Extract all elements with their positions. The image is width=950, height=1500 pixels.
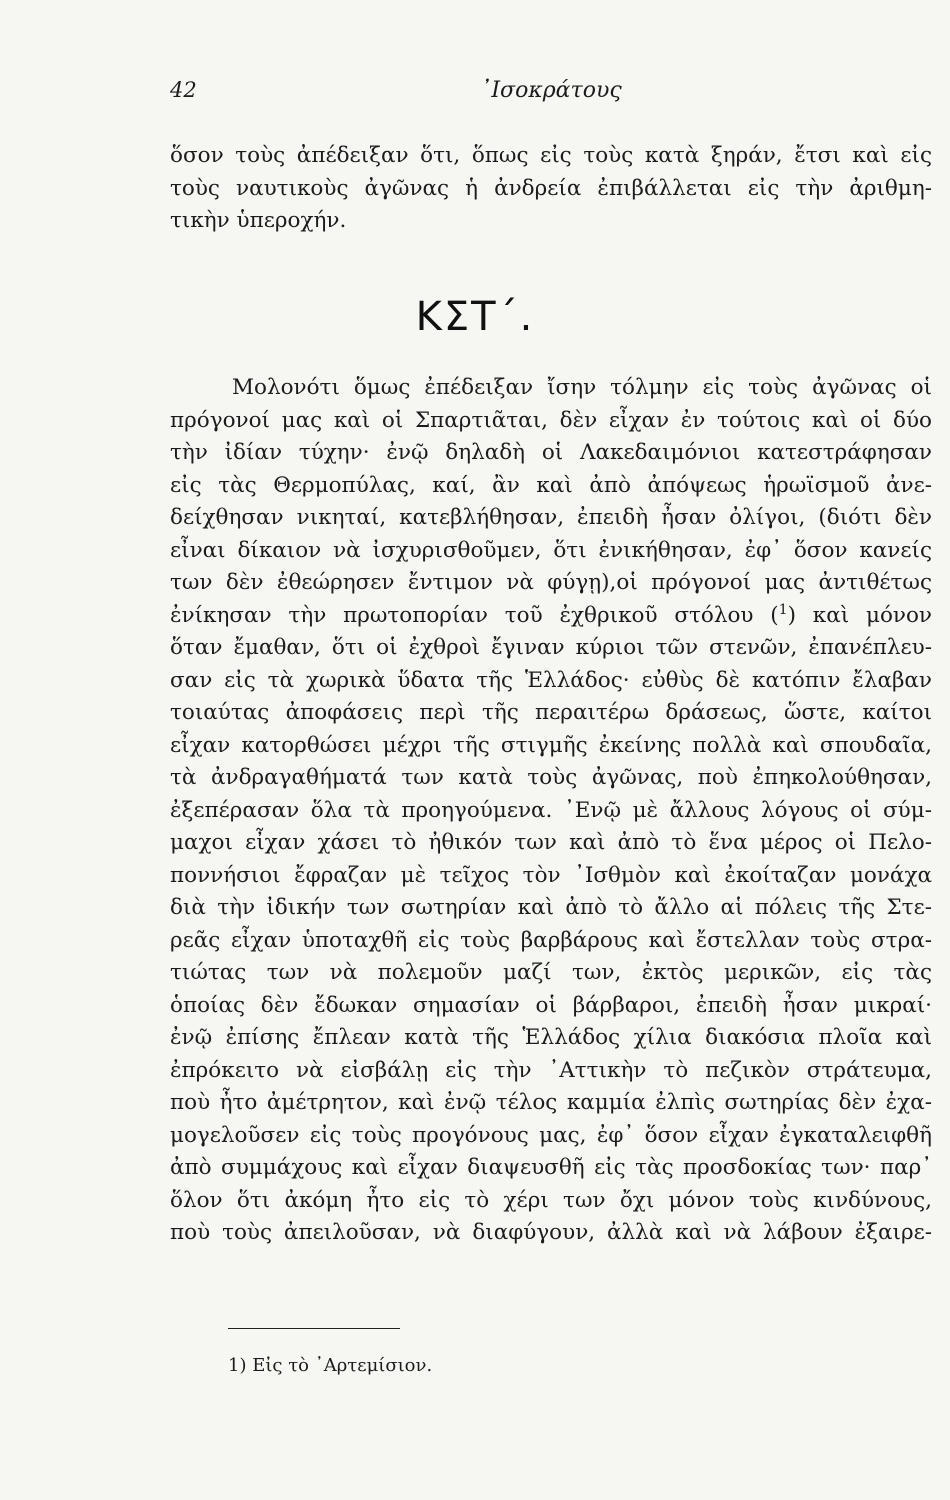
- text-line: εἰς τὰς Θερμοπύλας, καί, ἂν καὶ ἀπὸ ἀπόψεως ἡρωϊσμοῦ ἀνε-: [170, 472, 932, 498]
- text-line: Μολονότι ὅμως ἐπέδειξαν ἴσην τόλμην εἰς τοὺς ἀγῶνας οἱ: [232, 375, 932, 400]
- text-line: ἐνῷ ἐπίσης ἔπλεαν κατὰ τῆς Ἑλλάδος χίλια διακόσια πλοῖα καὶ: [170, 1025, 932, 1050]
- text-line: τοιαύτας ἀποφάσεις περὶ τῆς περαιτέρω δράσεως, ὥστε, καίτοι: [170, 700, 932, 725]
- text-line: δείχθησαν νικηταί, κατεβλήθησαν, ἐπειδὴ ἦσαν ὀλίγοι, (διότι δὲν: [170, 505, 932, 530]
- text-line: ποννήσιοι ἔφραζαν μὲ τεῖχος τὸν ᾿Ισθμὸν καὶ ἐκοίταζαν μονάχα: [170, 862, 932, 888]
- paragraph-main: [170, 372, 932, 1250]
- text-line: τὴν ἰδίαν τύχην· ἐνῷ δηλαδὴ οἱ Λακεδαιμόνιοι κατεστράφησαν: [170, 440, 932, 465]
- text-line: τικὴν ὑπεροχήν.: [170, 208, 347, 233]
- text-line: εἶναι δίκαιον νὰ ἰσχυρισθοῦμεν, ὅτι ἐνικήθησαν, ἐφ᾿ ὅσον κανείς: [170, 537, 932, 563]
- text-line: σαν εἰς τὰ χωρικὰ ὕδατα τῆς Ἑλλάδος· εὐθὺς δὲ κατόπιν ἔλαβαν: [170, 667, 932, 693]
- text-line: τὰ ἀνδραγαθήματά των κατὰ τοὺς ἀγῶνας, ποὺ ἐπηκολούθησαν,: [170, 765, 932, 790]
- text-line: ποὺ ἦτο ἀμέτρητον, καὶ ἐνῷ τέλος καμμία ἐλπὶς σωτηρίας δὲν ἐχα-: [170, 1090, 932, 1115]
- text-line: διὰ τὴν ἰδικήν των σωτηρίαν καὶ ἀπὸ τὸ ἄλλο αἱ πόλεις τῆς Στε-: [170, 895, 932, 920]
- text-line: ὅσον τοὺς ἀπέδειξαν ὅτι, ὅπως εἰς τοὺς κατὰ ξηράν, ἔτσι καὶ εἰς: [170, 143, 932, 168]
- text-line: μαχοι εἶχαν χάσει τὸ ἠθικόν των καὶ ἀπὸ τὸ ἕνα μέρος οἱ Πελο-: [170, 830, 932, 855]
- text-line: εἶχαν κατορθώσει μέχρι τῆς στιγμῆς ἐκείνης πολλὰ καὶ σπουδαῖα,: [170, 732, 932, 758]
- text-line: ρεᾶς εἶχαν ὑποταχθῆ εἰς τοὺς βαρβάρους καὶ ἔστελλαν τοὺς στρα-: [170, 927, 932, 953]
- text-line: ὁποίας δὲν ἔδωκαν σημασίαν οἱ βάρβαροι, ἐπειδὴ ἦσαν μικραί·: [170, 992, 932, 1018]
- text-line: τοὺς ναυτικοὺς ἀγῶνας ἡ ἀνδρεία ἐπιβάλλεται εἰς τὴν ἀριθμη-: [170, 175, 932, 201]
- text-line-with-footnote: [170, 600, 932, 633]
- text-line: ἐξεπέρασαν ὅλα τὰ προηγούμενα. ᾿Ενῷ μὲ ἄλλους λόγους οἱ σύμ-: [170, 797, 932, 823]
- page-header: [170, 78, 932, 108]
- paragraph-intro: [170, 140, 932, 238]
- text-line: ἐπρόκειτο νὰ εἰσβάλῃ εἰς τὴν ᾿Αττικὴν τὸ πεζικὸν στράτευμα,: [170, 1057, 932, 1083]
- text-line: ὅταν ἔμαθαν, ὅτι οἱ ἐχθροὶ ἔγιναν κύριοι τῶν στενῶν, ἐπανέπλευ-: [170, 635, 932, 660]
- text-line: ὅλον ὅτι ἀκόμη ἦτο εἰς τὸ χέρι των ὄχι μόνον τοὺς κινδύνους,: [170, 1187, 932, 1213]
- text-segment: ) καὶ μόνον: [787, 602, 933, 628]
- running-title: ᾿Ισοκράτους: [480, 78, 622, 103]
- footnote-marker: 1: [778, 601, 788, 618]
- page-number: 42: [170, 78, 197, 102]
- text-line: τιώτας των νὰ πολεμοῦν μαζί των, ἐκτὸς μερικῶν, εἰς τὰς: [170, 960, 932, 985]
- section-heading: ΚΣΤ΄.: [415, 294, 535, 340]
- footnote-divider: [228, 1328, 400, 1329]
- text-line: ἀπὸ συμμάχους καὶ εἶχαν διαψευσθῆ εἰς τὰς προσδοκίας των· παρ᾿: [170, 1155, 932, 1180]
- text-line: πρόγονοί μας καὶ οἱ Σπαρτιᾶται, δὲν εἶχαν ἐν τούτοις καὶ οἱ δύο: [170, 407, 932, 433]
- text-segment: ἐνίκησαν τὴν πρωτοπορίαν τοῦ ἐχθρικοῦ στόλου (: [170, 602, 779, 628]
- text-line: ποὺ τοὺς ἀπειλοῦσαν, νὰ διαφύγουν, ἀλλὰ καὶ νὰ λάβουν ἐξαιρε-: [170, 1220, 932, 1245]
- text-line: μογελοῦσεν εἰς τοὺς προγόνους μας, ἐφ᾿ ὅσον εἶχαν ἐγκαταλειφθῆ: [170, 1122, 932, 1148]
- text-line: των δὲν ἐθεώρησεν ἔντιμον νὰ φύγῃ),οἱ πρόγονοί μας ἀντιθέτως: [170, 570, 932, 595]
- footnote: 1) Εἰς τὸ ᾿Αρτεμίσιον.: [228, 1355, 433, 1376]
